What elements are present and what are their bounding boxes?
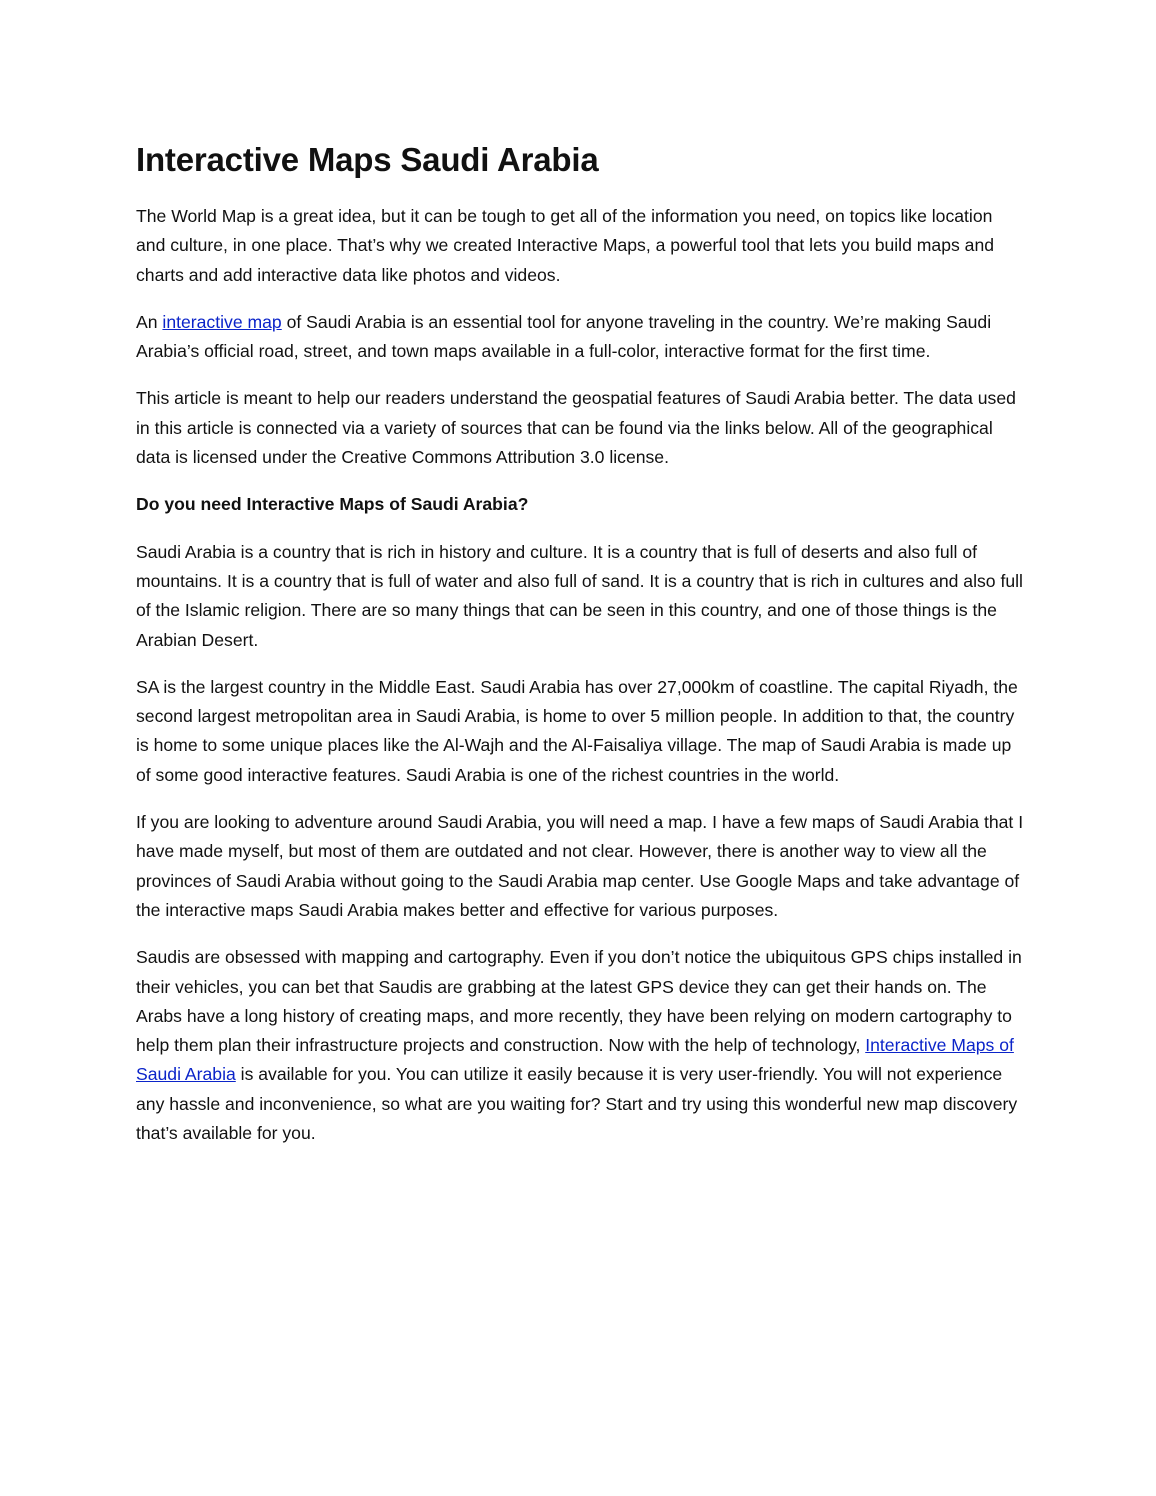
paragraph-text: Saudis are obsessed with mapping and cartography. Even if you don’t notice the ubiquitous GPS chips installed in their vehicles, you can bet that Saudis are grabbing at the latest GPS device they can get their hands on. The Arabs have a long history of creating maps, and more recently, they have been relying on modern cartography to help them plan their infrastructure projects and construction. Now with the help of technology, <box>136 947 1022 1056</box>
paragraph-intro: The World Map is a great idea, but it can be tough to get all of the information you need, on topics like location and culture, in one place. That’s why we created Interactive Maps, a powerful tool that lets you build maps and charts and add interactive data like photos and videos. <box>136 206 995 285</box>
document-page <box>136 138 1026 1166</box>
page-title: Interactive Maps Saudi Arabia <box>136 141 599 178</box>
paragraph-article-purpose: This article is meant to help our readers understand the geospatial features of Saudi Arabia better. The data used in this article is connected via a variety of sources that can be found via the links below. All of the geographical data is licensed under the Creative Commons Attribution 3.0 license. <box>136 388 1016 468</box>
paragraph-text: is available for you. You can utilize it easily because it is very user-friendly. You will not experience any hassle and inconvenience, so what are you waiting for? Start and try using this wonderful new map discovery that’s available for you. <box>136 1064 1018 1144</box>
section-heading: Do you need Interactive Maps of Saudi Arabia? <box>136 494 529 515</box>
paragraph-text: of Saudi Arabia is an essential tool for anyone traveling in the country. We’re making Saudi Arabia’s official road, street, and town maps available in a full-color, interactive format for the first time. <box>136 311 992 362</box>
interactive-map-link[interactable]: interactive map <box>162 311 282 332</box>
paragraph-history-culture: Saudi Arabia is a country that is rich in history and culture. It is a country that is full of deserts and also full of mountains. It is a country that is full of water and also full of sand. It is a country that is rich in cultures and also full of the Islamic religion. There are so many things that can be seen in this country, and one of those things is the Arabian Desert. <box>136 541 1023 650</box>
paragraph-country-facts: SA is the largest country in the Middle East. Saudi Arabia has over 27,000km of coastline. The capital Riyadh, the second largest metropolitan area in Saudi Arabia, is home to over 5 million people. In addition to that, the country is home to some unique places like the Al-Wajh and the Al-Faisaliya village. The map of Saudi Arabia is made up of some good interactive features. Saudi Arabia is one of the richest countries in the world. <box>136 676 1018 785</box>
paragraph-interactive-map <box>136 308 1026 367</box>
paragraph-cartography <box>136 943 1026 1148</box>
paragraph-adventure: If you are looking to adventure around Saudi Arabia, you will need a map. I have a few maps of Saudi Arabia that I have made myself, but most of them are outdated and not clear. However, there is another way to view all the provinces of Saudi Arabia without going to the Saudi Arabia map center. Use Google Maps and take advantage of the interactive maps Saudi Arabia makes better and effective for various purposes. <box>136 812 1024 920</box>
interactive-maps-saudi-arabia-link[interactable]: Interactive Maps of Saudi Arabia <box>136 1035 1014 1085</box>
paragraph-text: An <box>136 311 163 332</box>
